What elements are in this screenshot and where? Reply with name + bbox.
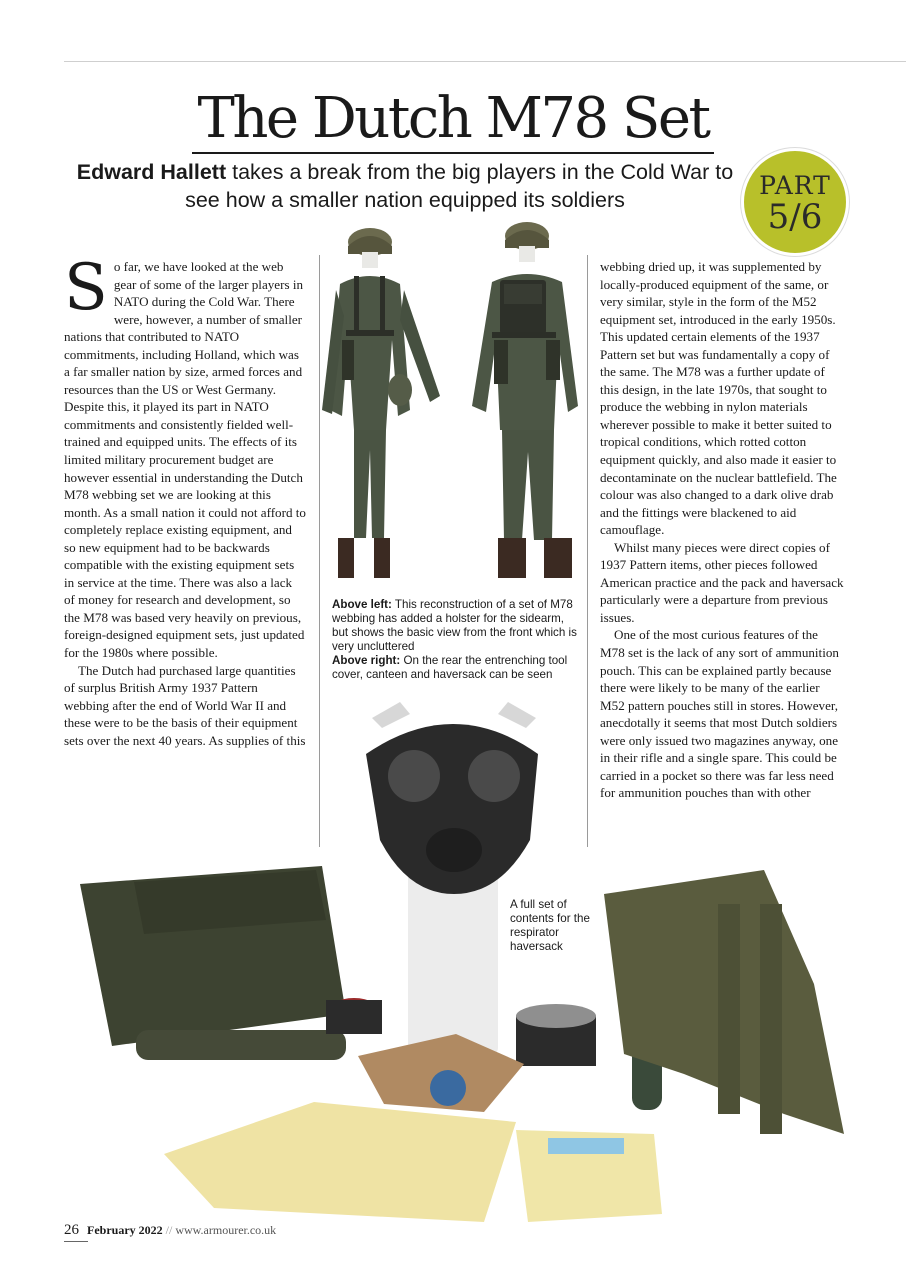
standfirst (60, 158, 750, 214)
uniform-front-back-photo (322, 220, 584, 592)
body-paragraph: Whilst many pieces were direct copies of 1937 Pattern items, other pieces followed American practice and the pack and haversack particularly were a departure from previous issues. (600, 539, 844, 625)
gas-mask (366, 702, 538, 894)
page-footer (64, 1222, 276, 1239)
body-paragraph: o far, we have looked at the web gear of some of the larger players in NATO during the Cold War. There were, however, a number of smaller nations that contributed to NATO commitments, including Holland, which was a far smaller nation by size, armed forces and resources than the US or West Germany. Despite this, it played its part in NATO commitments and consistently fielded well-trained and equipped units. The effects of its limited military procurement budget are however essential in understanding the Dutch M78 webbing set we are looking at this month. As a small nation it could not afford to completely replace existing equipment, and so new equipment had to be backwards compatible with the existing equipment sets in service at the time. There was also a lack of money for research and development, so the M78 was based very heavily on previous, foreign-designed equipment sets, just updated for the 1980s where possible. (64, 259, 306, 661)
standfirst-text: takes a break from the big players in the Cold War to see how a smaller nation equipped its soldiers (185, 160, 734, 212)
body-paragraph: One of the most curious features of the M78 set is the lack of any sort of ammunition pouch. This can be explained partly because there were likely to be many of the earlier M52 pattern pouches still in stores. However, anecdotally it seems that most Dutch soldiers were only issued two magazines anyway, one in their rifle and a single spare. This could be carried in a pocket so there was far less need for ammunition pouches than with other (600, 627, 839, 801)
caption-respirator: A full set of contents for the respirator haversack (510, 898, 590, 953)
haversack-left (80, 866, 346, 1060)
page-number-underline (64, 1241, 88, 1242)
caption-label-right: Above right: (332, 654, 401, 667)
footer-separator: // (165, 1223, 173, 1237)
author-name: Edward Hallett (76, 160, 227, 184)
uniform-back-figure (472, 222, 578, 578)
caption-text-right: On the rear the entrenching tool cover, canteen and haversack can be seen (332, 654, 568, 681)
issue-month: February 2022 (87, 1223, 163, 1237)
uniform-front-figure (322, 228, 440, 578)
instruction-cards (164, 1102, 662, 1222)
respirator-kit-photo (64, 694, 864, 1234)
website-url: www.armourer.co.uk (175, 1223, 277, 1237)
part-badge-number: 5/6 (767, 197, 823, 237)
body-paragraph: webbing dried up, it was supplemented by locally-produced equipment of the same, or very similar, style in the form of the M52 equipment set, introduced in the early 1950s. This updated certain elements of the 1937 Pattern set but was fundamentally a copy of the same. The M78 was a further update of this design, in the late 1970s, that sought to produce the webbing in nylon materials wherever possible to make it better suited to tropical conditions, which rotted cotton equipment quickly, and also made it easier to decontaminate on the nuclear battlefield. The colour was also changed to a dark olive drab and the fittings were blackened to aid camouflage. (600, 259, 837, 538)
drop-cap: S (64, 251, 108, 325)
caption-label-left: Above left: (332, 598, 392, 611)
part-badge (741, 148, 849, 256)
top-rule (64, 61, 906, 62)
caption-text-left: This reconstruction of a set of M78 webbing has added a holster for the sidearm, but shows the basic view from the front which is very uncluttered (332, 598, 577, 653)
article-headline: The Dutch M78 Set (0, 86, 906, 152)
page-number: 26 (64, 1222, 79, 1238)
caption-uniform (332, 598, 582, 682)
part-badge-label: PART (759, 171, 831, 200)
body-paragraph: The Dutch had purchased large quantities of surplus British Army 1937 Pattern webbing after the end of World War II and these were to be the basis of their equipment sets over the next 40 years. As supplies of this (64, 662, 306, 748)
body-column-1 (64, 251, 306, 749)
filter-canister-left (326, 998, 382, 1034)
filter-canister-right (516, 1004, 596, 1066)
